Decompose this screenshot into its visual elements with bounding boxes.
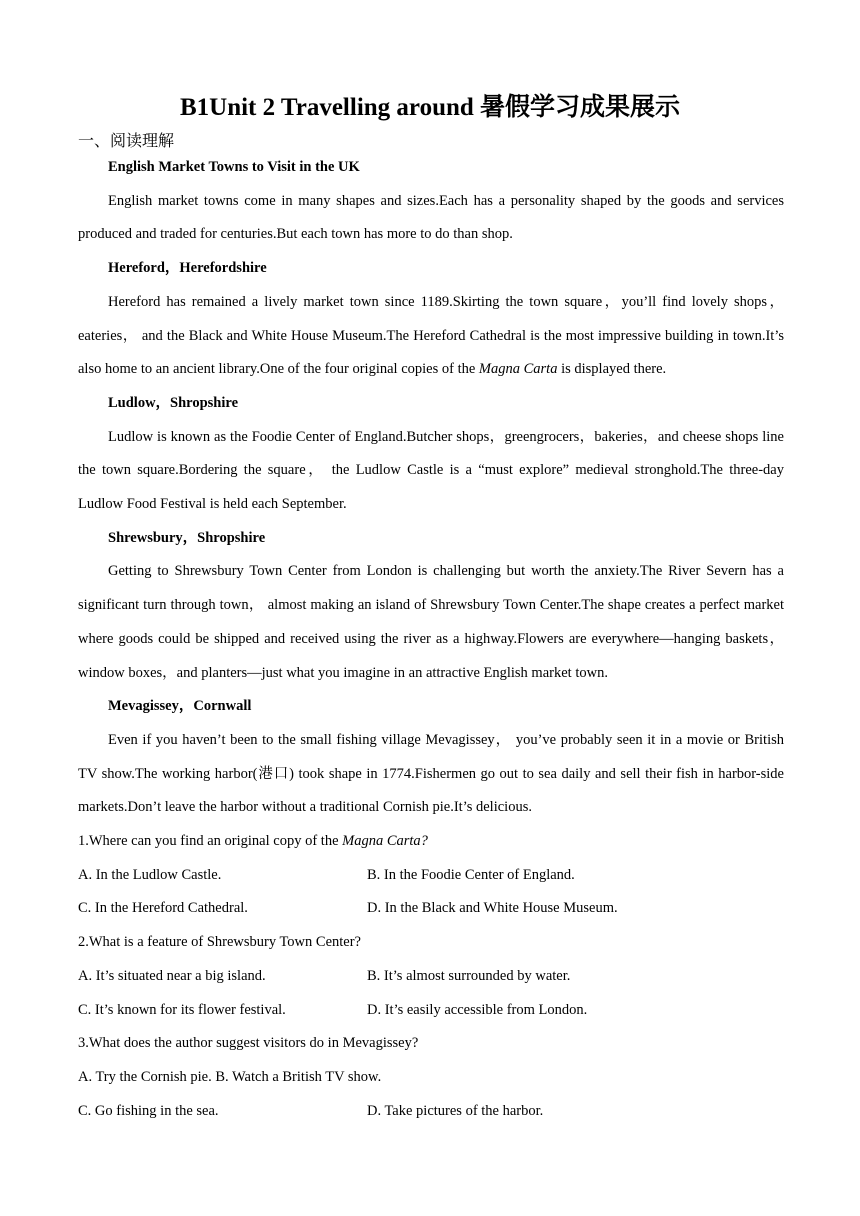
q1-option-a: A. In the Ludlow Castle. xyxy=(78,866,222,883)
question-1-options-row-1 xyxy=(78,859,784,893)
q2-option-b: B. It’s almost surrounded by water. xyxy=(367,967,571,984)
question-2-options-row-2 xyxy=(78,994,784,1028)
town-paragraph-shrewsbury: Getting to Shrewsbury Town Center from London is challenging but worth the anxiety.The River Severn has a significant turn through town， almost making an island of Shrewsbury Town Center.The shape creates a perfect market where goods could be shipped and received using the river as a highway.Flowers are everywhere—hanging baskets，window boxes，and planters—just what you imagine in an attractive English market town. xyxy=(78,563,784,681)
q1-option-b: B. In the Foodie Center of England. xyxy=(367,866,575,883)
document-body xyxy=(78,151,784,1128)
q2-option-c: C. It’s known for its flower festival. xyxy=(78,1001,286,1018)
section-heading: 一、阅读理解 xyxy=(78,131,175,150)
question-1-stem xyxy=(78,825,784,859)
magna-carta-italic: Magna Carta xyxy=(478,361,558,378)
q3-option-d: D. Take pictures of the harbor. xyxy=(367,1102,544,1119)
passage-title: English Market Towns to Visit in the UK xyxy=(108,159,360,175)
question-1-options-row-2 xyxy=(78,892,784,926)
town-paragraph-hereford xyxy=(78,286,784,387)
q3-options-a-b: A. Try the Cornish pie. B. Watch a British TV show. xyxy=(78,1068,382,1085)
q3-option-c: C. Go fishing in the sea. xyxy=(78,1102,219,1119)
q2-option-a: A. It’s situated near a big island. xyxy=(78,967,266,984)
q1-option-d: D. In the Black and White House Museum. xyxy=(367,900,618,917)
question-2-options-row-1 xyxy=(78,960,784,994)
question-3-stem: 3.What does the author suggest visitors do in Mevagissey? xyxy=(78,1035,419,1052)
town-heading-shrewsbury: Shrewsbury，Shropshire xyxy=(108,529,266,546)
town-heading-mevagissey: Mevagissey，Cornwall xyxy=(108,698,252,715)
town-paragraph-ludlow: Ludlow is known as the Foodie Center of England.Butcher shops，greengrocers，bakeries，and cheese shops line the town square.Bordering the square， the Ludlow Castle is a “must explore” medieval stronghold.The three-day Ludlow Food Festival is held each September. xyxy=(78,428,784,513)
q1-stem-text: 1.Where can you find an original copy of the xyxy=(78,833,343,850)
town-paragraph-mevagissey: Even if you haven’t been to the small fishing village Mevagissey， you’ve probably seen it in a movie or British TV show.The working harbor(港口) took shape in 1774.Fishermen go out to sea daily and sell their fish in harbor-side markets.Don’t leave the harbor without a traditional Cornish pie.It’s delicious. xyxy=(78,731,784,816)
question-3-options-row-2 xyxy=(78,1095,784,1129)
q2-option-d: D. It’s easily accessible from London. xyxy=(367,1001,588,1018)
hereford-text: Hereford has remained a lively market town since 1189.Skirting the town square，you’ll find lovely shops，eateries， and the Black and White House Museum.The Hereford Cathedral is the most impressive building in town.It’s also home to an ancient library.One of the four original copies of the xyxy=(78,293,784,378)
town-heading-ludlow: Ludlow，Shropshire xyxy=(108,394,239,411)
town-heading-hereford: Hereford，Herefordshire xyxy=(108,260,267,277)
q1-stem-italic: Magna Carta? xyxy=(342,833,428,850)
question-2-stem: 2.What is a feature of Shrewsbury Town Center? xyxy=(78,934,361,951)
q1-option-c: C. In the Hereford Cathedral. xyxy=(78,900,248,917)
intro-paragraph: English market towns come in many shapes and sizes.Each has a personality shaped by the goods and services produced and traded for centuries.But each town has more to do than shop. xyxy=(78,192,784,243)
hereford-text-end: is displayed there. xyxy=(557,361,667,378)
document-title: B1Unit 2 Travelling around 暑假学习成果展示 xyxy=(179,94,681,121)
